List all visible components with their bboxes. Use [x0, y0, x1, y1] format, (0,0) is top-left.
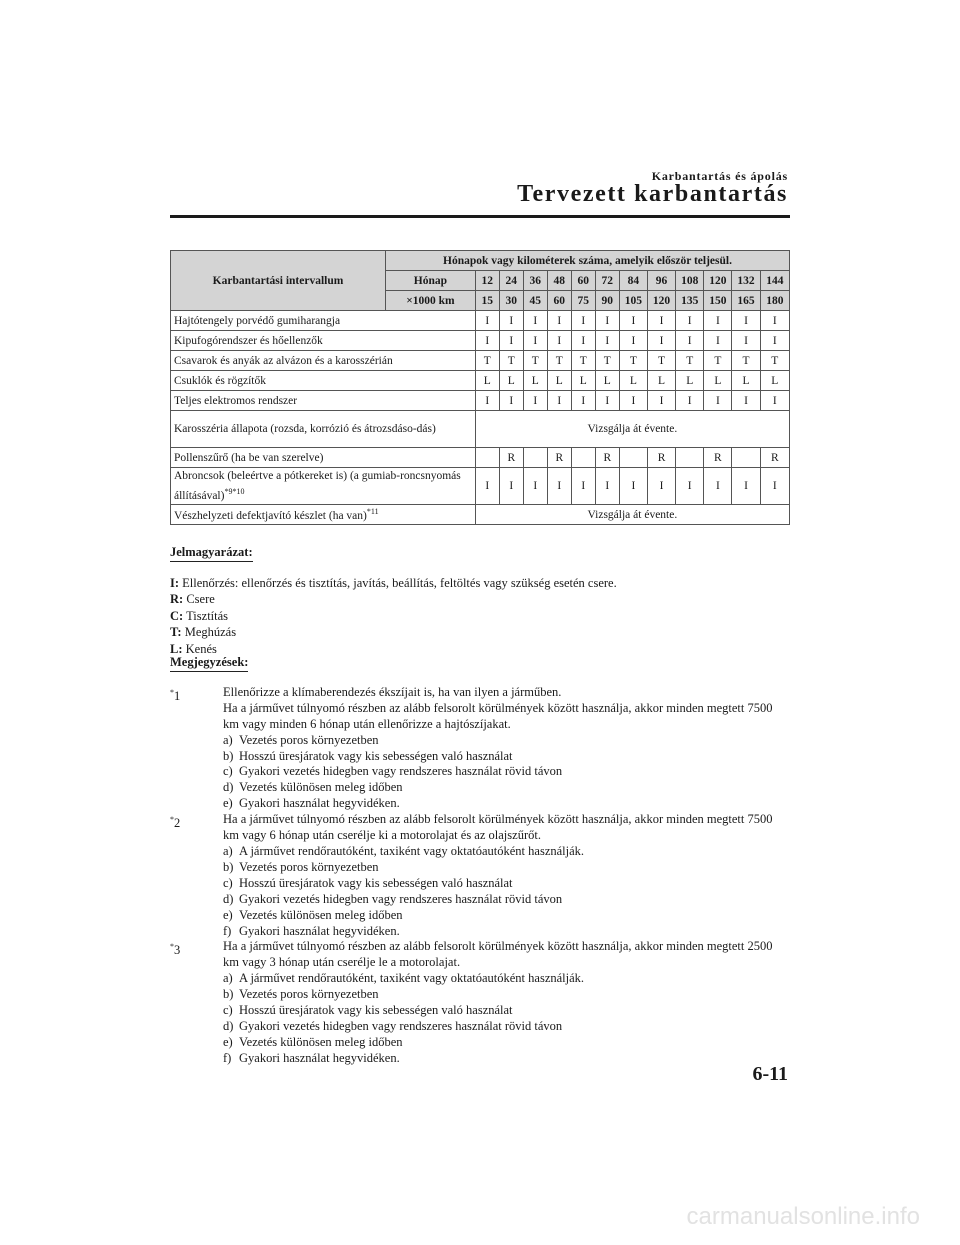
- subitem-letter: d): [223, 891, 234, 906]
- subitem-text: Gyakori használat hegyvidéken.: [239, 796, 400, 811]
- row-value: T: [595, 351, 619, 371]
- note-subitem: [223, 876, 790, 892]
- row-item-label: Pollenszűrő (ha be van szerelve): [174, 451, 324, 464]
- note-number: [170, 812, 180, 832]
- subitem-text: Vezetés különösen meleg időben: [239, 1034, 403, 1049]
- row-value: T: [676, 351, 704, 371]
- note-subitem: [223, 971, 790, 987]
- row-value: L: [760, 371, 789, 391]
- row-value: L: [571, 371, 595, 391]
- row-value: T: [619, 351, 647, 371]
- note-body: [199, 685, 790, 812]
- legend-text: Ellenőrzés: ellenőrzés és tisztítás, javítás, beállítás, feltöltés vagy szükség esetén csere.: [182, 575, 617, 590]
- subitem-text: Vezetés különösen meleg időben: [239, 780, 403, 795]
- table-row: [171, 391, 790, 411]
- subitem-letter: c): [223, 1003, 233, 1018]
- row-value: T: [704, 351, 732, 371]
- note: [170, 812, 790, 939]
- row-value: [523, 448, 547, 468]
- subitem-letter: f): [223, 1050, 232, 1065]
- footnote-mark: *9: [224, 486, 233, 496]
- row-value: I: [760, 331, 789, 351]
- note-subitem: [223, 987, 790, 1003]
- row-span-text: Vizsgálja át évente.: [475, 505, 789, 525]
- month-header: 36: [523, 271, 547, 291]
- row-item-label: Csavarok és anyák az alvázon és a karosszérián: [174, 354, 393, 367]
- subitem-letter: b): [223, 859, 234, 874]
- interval-label: Karbantartási intervallum: [171, 251, 386, 311]
- row-value: T: [475, 351, 499, 371]
- note-body: [199, 812, 790, 939]
- note-subitem: [223, 1051, 790, 1067]
- row-value: R: [760, 448, 789, 468]
- row-value: I: [676, 331, 704, 351]
- legend-title: Jelmagyarázat:: [170, 544, 253, 562]
- row-value: T: [760, 351, 789, 371]
- row-value: [732, 448, 760, 468]
- row-item: [171, 448, 476, 468]
- row-value: I: [523, 391, 547, 411]
- row-value: I: [595, 331, 619, 351]
- subitem-text: Gyakori vezetés hidegben vagy rendszeres használat rövid távon: [239, 1018, 563, 1033]
- month-header: 120: [704, 271, 732, 291]
- subitem-text: Hosszú üresjáratok vagy kis sebességen való használat: [239, 1003, 513, 1018]
- row-value: I: [760, 468, 789, 505]
- subitem-letter: b): [223, 748, 234, 763]
- maintenance-schedule-table: [170, 250, 790, 525]
- row-value: I: [475, 311, 499, 331]
- row-value: I: [523, 331, 547, 351]
- row-value: I: [475, 391, 499, 411]
- row-value: T: [571, 351, 595, 371]
- group-header: Hónapok vagy kilométerek száma, amelyik először teljesül.: [386, 251, 790, 271]
- row-value: T: [547, 351, 571, 371]
- row-item: [171, 468, 476, 505]
- km-header: 90: [595, 291, 619, 311]
- legend-text: Tisztítás: [186, 608, 229, 623]
- months-label: Hónap: [386, 271, 476, 291]
- month-header: 12: [475, 271, 499, 291]
- month-header: 108: [676, 271, 704, 291]
- subitem-text: Gyakori vezetés hidegben vagy rendszeres használat rövid távon: [239, 891, 563, 906]
- row-value: I: [647, 311, 675, 331]
- km-header: 60: [547, 291, 571, 311]
- subitem-letter: a): [223, 971, 233, 986]
- row-value: L: [499, 371, 523, 391]
- subitem-letter: d): [223, 780, 234, 795]
- row-value: I: [760, 311, 789, 331]
- subitem-letter: e): [223, 1034, 233, 1049]
- row-value: I: [475, 468, 499, 505]
- note-star: *: [170, 942, 174, 952]
- note-body: [199, 939, 790, 1066]
- row-value: I: [619, 391, 647, 411]
- month-header: 132: [732, 271, 760, 291]
- row-value: R: [547, 448, 571, 468]
- subitem-text: Hosszú üresjáratok vagy kis sebességen való használat: [239, 748, 513, 763]
- row-value: I: [619, 311, 647, 331]
- subitem-text: Vezetés poros környezetben: [239, 859, 379, 874]
- note-number: [170, 685, 180, 705]
- row-value: R: [499, 448, 523, 468]
- row-value: I: [523, 311, 547, 331]
- legend: [170, 544, 617, 658]
- row-item: [171, 505, 476, 525]
- subitem-letter: a): [223, 843, 233, 858]
- note-subitem: [223, 749, 790, 765]
- row-value: I: [499, 391, 523, 411]
- table-row: [171, 351, 790, 371]
- row-value: I: [647, 468, 675, 505]
- note: [170, 685, 790, 812]
- row-item-label: Vészhelyzeti defektjavító készlet (ha van): [174, 509, 367, 522]
- row-value: L: [547, 371, 571, 391]
- row-item-label: Hajtótengely porvédő gumiharangja: [174, 314, 341, 327]
- row-value: T: [523, 351, 547, 371]
- km-header: 30: [499, 291, 523, 311]
- row-value: R: [595, 448, 619, 468]
- note-sublist: [223, 971, 790, 1066]
- row-value: [676, 448, 704, 468]
- km-header: 75: [571, 291, 595, 311]
- note-text: Ha a járművet túlnyomó részben az alább felsorolt körülmények között használja, akkor minden megtett 2500 km vagy 3 hónap után cserélje le a motorolajat.: [223, 939, 773, 970]
- row-value: I: [676, 311, 704, 331]
- footnote-mark: *11: [366, 507, 379, 517]
- note-text: Ellenőrizze a klímaberendezés ékszíjait is, ha van ilyen a járműben.: [223, 684, 562, 699]
- row-value: I: [595, 468, 619, 505]
- month-header: 48: [547, 271, 571, 291]
- month-header: 72: [595, 271, 619, 291]
- note-text: Ha a járművet túlnyomó részben az alább felsorolt körülmények között használja, akkor minden megtett 7500 km vagy 6 hónap után cserélje ki a motorolajat és az olajszűrőt.: [223, 812, 773, 843]
- row-value: I: [547, 468, 571, 505]
- km-header: 105: [619, 291, 647, 311]
- table-row: [171, 448, 790, 468]
- row-value: I: [704, 391, 732, 411]
- row-span-text: Vizsgálja át évente.: [475, 411, 789, 448]
- legend-text: Meghúzás: [184, 625, 237, 640]
- table-row: [171, 411, 790, 448]
- km-label: ×1000 km: [386, 291, 476, 311]
- legend-key: T:: [170, 625, 182, 640]
- row-value: I: [704, 468, 732, 505]
- row-value: I: [732, 311, 760, 331]
- note-subitem: [223, 908, 790, 924]
- row-value: I: [595, 311, 619, 331]
- note-subitem: [223, 733, 790, 749]
- month-header: 84: [619, 271, 647, 291]
- note-num-value: 2: [174, 816, 181, 831]
- note: [170, 939, 790, 1066]
- row-value: I: [647, 331, 675, 351]
- row-value: I: [732, 331, 760, 351]
- note-subitem: [223, 860, 790, 876]
- km-header: 165: [732, 291, 760, 311]
- subitem-text: Gyakori használat hegyvidéken.: [239, 923, 400, 938]
- subitem-text: Vezetés különösen meleg időben: [239, 907, 403, 922]
- note-subitem: [223, 780, 790, 796]
- row-value: I: [676, 468, 704, 505]
- month-header: 60: [571, 271, 595, 291]
- subitem-letter: e): [223, 907, 233, 922]
- subitem-letter: f): [223, 923, 232, 938]
- note-text-2: Ha a járművet túlnyomó részben az alább felsorolt körülmények között használja, akkor minden megtett 7500 km vagy minden 6 hónap után ellenőrizze a hajtószíjakat.: [223, 700, 773, 731]
- row-value: I: [499, 468, 523, 505]
- row-value: L: [732, 371, 760, 391]
- legend-key: I:: [170, 575, 180, 590]
- table-row: [171, 468, 790, 505]
- km-header: 15: [475, 291, 499, 311]
- row-value: I: [676, 391, 704, 411]
- row-value: L: [619, 371, 647, 391]
- subitem-text: Vezetés poros környezetben: [239, 987, 379, 1002]
- row-value: L: [595, 371, 619, 391]
- note-num-value: 3: [174, 943, 181, 958]
- row-value: I: [523, 468, 547, 505]
- row-item: [171, 391, 476, 411]
- table-row: [171, 311, 790, 331]
- row-value: [619, 448, 647, 468]
- km-header: 45: [523, 291, 547, 311]
- row-value: I: [647, 391, 675, 411]
- row-value: R: [647, 448, 675, 468]
- note-subitem: [223, 764, 790, 780]
- row-value: T: [647, 351, 675, 371]
- row-value: I: [760, 391, 789, 411]
- row-value: I: [499, 311, 523, 331]
- legend-text: Kenés: [185, 641, 217, 656]
- row-value: I: [571, 311, 595, 331]
- row-value: I: [571, 468, 595, 505]
- notes-title: Megjegyzések:: [170, 655, 248, 672]
- row-item: [171, 371, 476, 391]
- table-row: [171, 331, 790, 351]
- month-header: 144: [760, 271, 789, 291]
- table-row: [171, 371, 790, 391]
- km-header: 120: [647, 291, 675, 311]
- header-divider: [170, 215, 790, 218]
- row-item: [171, 351, 476, 371]
- note-subitem: [223, 1003, 790, 1019]
- subitem-letter: c): [223, 875, 233, 890]
- row-item: [171, 331, 476, 351]
- legend-text: Csere: [186, 592, 215, 607]
- row-item: [171, 411, 476, 448]
- legend-key: L:: [170, 641, 183, 656]
- legend-item: [170, 591, 617, 608]
- note-subitem: [223, 1035, 790, 1051]
- row-value: I: [547, 391, 571, 411]
- row-value: I: [619, 468, 647, 505]
- legend-item: [170, 608, 617, 625]
- row-item-label: Csuklók és rögzítők: [174, 374, 266, 387]
- watermark: carmanualsonline.info: [686, 1203, 920, 1230]
- legend-item: [170, 575, 617, 592]
- row-value: L: [676, 371, 704, 391]
- row-value: L: [523, 371, 547, 391]
- row-value: [571, 448, 595, 468]
- note-sublist: [223, 733, 790, 813]
- note-subitem: [223, 892, 790, 908]
- notes: [170, 655, 790, 1067]
- row-value: I: [595, 391, 619, 411]
- row-item-label: Teljes elektromos rendszer: [174, 394, 298, 407]
- page-number: 6-11: [752, 1063, 788, 1085]
- row-value: I: [547, 331, 571, 351]
- row-value: T: [499, 351, 523, 371]
- row-value: L: [647, 371, 675, 391]
- row-value: T: [732, 351, 760, 371]
- row-value: I: [732, 468, 760, 505]
- row-item-label: Karosszéria állapota (rozsda, korrózió és átrozsdáso-dás): [174, 422, 436, 435]
- row-item-label: Kipufogórendszer és hőellenzők: [174, 334, 323, 347]
- subitem-text: Gyakori használat hegyvidéken.: [239, 1050, 400, 1065]
- row-value: [475, 448, 499, 468]
- note-number: [170, 939, 180, 959]
- note-subitem: [223, 1019, 790, 1035]
- row-value: I: [547, 311, 571, 331]
- note-subitem: [223, 844, 790, 860]
- subitem-letter: a): [223, 732, 233, 747]
- row-value: I: [619, 331, 647, 351]
- note-subitem: [223, 924, 790, 940]
- subitem-text: Hosszú üresjáratok vagy kis sebességen való használat: [239, 875, 513, 890]
- subitem-text: Gyakori vezetés hidegben vagy rendszeres használat rövid távon: [239, 764, 563, 779]
- row-value: I: [704, 331, 732, 351]
- table-row: [171, 505, 790, 525]
- km-header: 135: [676, 291, 704, 311]
- km-header: 180: [760, 291, 789, 311]
- note-sublist: [223, 844, 790, 939]
- month-header: 24: [499, 271, 523, 291]
- page-title: Tervezett karbantartás: [517, 181, 788, 207]
- row-value: L: [704, 371, 732, 391]
- month-header: 96: [647, 271, 675, 291]
- row-value: I: [704, 311, 732, 331]
- footnote-mark: *10: [232, 486, 245, 496]
- row-item-label: Abroncsok (beleértve a pótkereket is) (a gumiab-roncsnyomás állításával): [174, 469, 461, 502]
- subitem-text: A járművet rendőrautóként, taxiként vagy oktatóautóként használják.: [239, 843, 585, 858]
- note-subitem: [223, 796, 790, 812]
- subitem-text: Vezetés poros környezetben: [239, 732, 379, 747]
- subitem-letter: c): [223, 764, 233, 779]
- row-value: I: [571, 331, 595, 351]
- subitem-letter: e): [223, 796, 233, 811]
- subitem-text: A járművet rendőrautóként, taxiként vagy oktatóautóként használják.: [239, 971, 585, 986]
- legend-key: C:: [170, 608, 184, 623]
- row-value: L: [475, 371, 499, 391]
- row-item: [171, 311, 476, 331]
- legend-key: R:: [170, 592, 184, 607]
- note-num-value: 1: [174, 689, 181, 704]
- note-star: *: [170, 687, 174, 697]
- row-value: R: [704, 448, 732, 468]
- km-header: 150: [704, 291, 732, 311]
- subitem-letter: d): [223, 1018, 234, 1033]
- row-value: I: [732, 391, 760, 411]
- note-star: *: [170, 815, 174, 825]
- row-value: I: [475, 331, 499, 351]
- section-header: Karbantartás és ápolás: [651, 169, 788, 183]
- legend-item: [170, 624, 617, 641]
- row-value: I: [499, 331, 523, 351]
- subitem-letter: b): [223, 987, 234, 1002]
- row-value: I: [571, 391, 595, 411]
